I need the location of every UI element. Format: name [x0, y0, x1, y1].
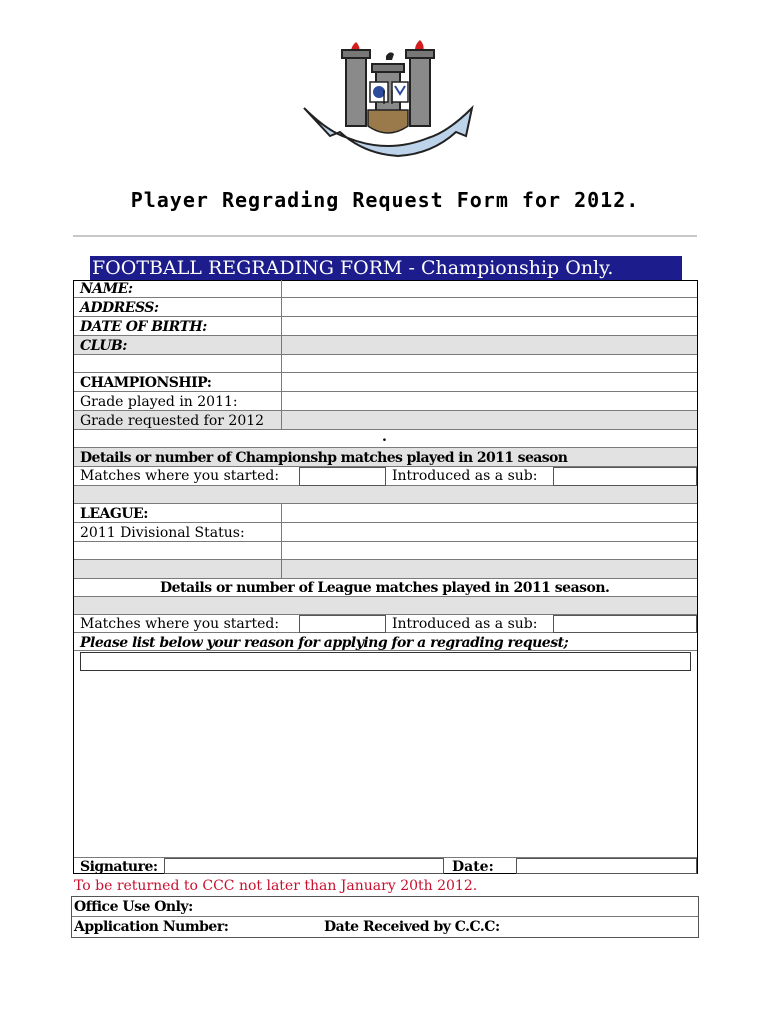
signature-input[interactable]: [164, 858, 444, 874]
page-title: Player Regrading Request Form for 2012.: [130, 188, 640, 212]
divisional-status-label: 2011 Divisional Status:: [80, 525, 245, 541]
shade-row: [74, 597, 697, 615]
league-input[interactable]: [282, 505, 697, 522]
divider: [73, 235, 697, 237]
signature-label: Signature:: [80, 859, 158, 875]
address-input[interactable]: [282, 299, 697, 316]
dot-mark: .: [382, 429, 387, 445]
league-label: LEAGUE:: [80, 506, 148, 522]
introduced-sub-label: Introduced as a sub:: [392, 468, 538, 484]
name-label: NAME:: [80, 281, 133, 297]
dob-label: DATE OF BIRTH:: [80, 319, 207, 335]
divider: [72, 916, 698, 917]
date-received-label: Date Received by C.C.C:: [324, 919, 500, 935]
introduced-sub-input-2[interactable]: [553, 615, 697, 633]
shade-row: [74, 486, 697, 504]
championship-label: CHAMPIONSHIP:: [80, 375, 212, 391]
divisional-status-input[interactable]: [282, 524, 697, 541]
application-number-label: Application Number:: [74, 919, 229, 935]
return-note: To be returned to CCC not later than January 20th 2012.: [74, 878, 478, 894]
grade-requested-label: Grade requested for 2012: [80, 413, 265, 429]
dublin-crest-logo: [298, 34, 478, 164]
reason-input[interactable]: [80, 652, 691, 671]
matches-started-input-2[interactable]: [299, 615, 386, 633]
shade-row: [74, 560, 697, 579]
matches-started-input[interactable]: [299, 467, 386, 486]
form-banner: FOOTBALL REGRADING FORM - Championship Only.: [90, 256, 682, 280]
reason-label: Please list below your reason for applying for a regrading request;: [80, 635, 569, 651]
grade-requested-input[interactable]: [282, 412, 697, 429]
matches-started-label: Matches where you started:: [80, 468, 280, 484]
date-input[interactable]: [516, 858, 697, 874]
league-details-label: Details or number of League matches played in 2011 season.: [160, 580, 610, 596]
spacer-row: [74, 542, 697, 560]
name-input[interactable]: [282, 281, 697, 298]
date-label: Date:: [452, 859, 494, 875]
dob-input[interactable]: [282, 318, 697, 335]
champ-details-label: Details or number of Championshp matches played in 2011 season: [80, 450, 568, 466]
grade-played-input[interactable]: [282, 393, 697, 410]
address-label: ADDRESS:: [80, 300, 159, 316]
grade-played-label: Grade played in 2011:: [80, 394, 238, 410]
matches-started-label-2: Matches where you started:: [80, 616, 280, 632]
club-input[interactable]: [282, 337, 697, 354]
club-label: CLUB:: [80, 338, 127, 354]
spacer-row: [74, 355, 697, 373]
introduced-sub-label-2: Introduced as a sub:: [392, 616, 538, 632]
introduced-sub-input[interactable]: [553, 467, 697, 486]
office-use-label: Office Use Only:: [74, 899, 193, 915]
